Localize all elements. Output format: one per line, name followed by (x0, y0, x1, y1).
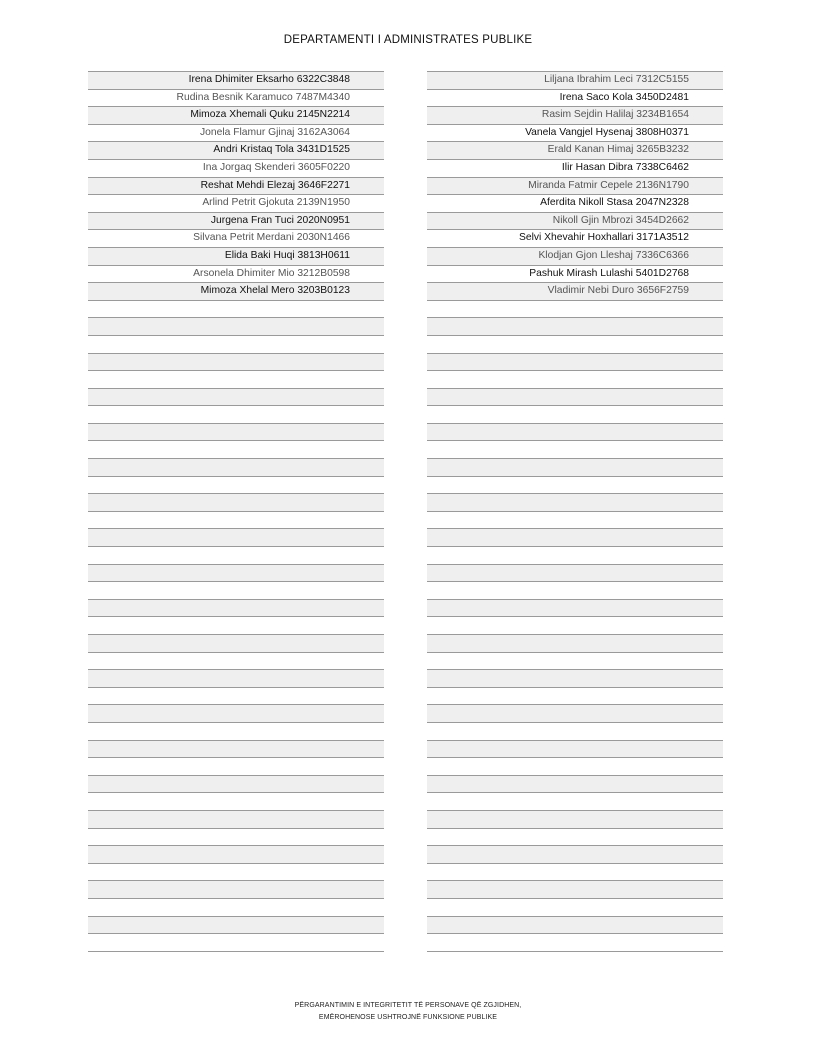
empty-row (427, 933, 723, 951)
empty-row (88, 916, 384, 934)
name-entry: Silvana Petrit Merdani 2030N1466 (88, 229, 384, 247)
empty-row (88, 493, 384, 511)
empty-row (88, 828, 384, 846)
empty-row (88, 933, 384, 951)
empty-row (88, 423, 384, 441)
empty-row (427, 476, 723, 494)
empty-row (427, 616, 723, 634)
empty-row (88, 792, 384, 810)
empty-row (88, 370, 384, 388)
name-entry: Ina Jorgaq Skenderi 3605F0220 (88, 159, 384, 177)
empty-row (88, 599, 384, 617)
empty-row (427, 511, 723, 529)
empty-row (427, 898, 723, 916)
empty-row (427, 564, 723, 582)
name-entry: Arsonela Dhimiter Mio 3212B0598 (88, 265, 384, 283)
empty-row (88, 810, 384, 828)
name-entry: Jonela Flamur Gjinaj 3162A3064 (88, 124, 384, 142)
empty-row (88, 757, 384, 775)
empty-row (88, 863, 384, 881)
empty-row (427, 828, 723, 846)
empty-row (88, 669, 384, 687)
table-bottom-rule (427, 951, 723, 952)
footer (0, 1000, 816, 1024)
empty-row (427, 916, 723, 934)
name-entry: Irena Dhimiter Eksarho 6322C3848 (88, 71, 384, 89)
empty-row (427, 757, 723, 775)
empty-row (427, 440, 723, 458)
empty-row (88, 353, 384, 371)
name-entry: Andri Kristaq Tola 3431D1525 (88, 141, 384, 159)
empty-row (427, 810, 723, 828)
name-entry: Aferdita Nikoll Stasa 2047N2328 (427, 194, 723, 212)
empty-row (427, 775, 723, 793)
empty-row (88, 652, 384, 670)
empty-row (427, 370, 723, 388)
empty-row (88, 405, 384, 423)
name-entry: Arlind Petrit Gjokuta 2139N1950 (88, 194, 384, 212)
page-title: DEPARTAMENTI I ADMINISTRATES PUBLIKE (283, 34, 533, 46)
empty-row (427, 458, 723, 476)
name-entry: Vladimir Nebi Duro 3656F2759 (427, 282, 723, 300)
name-entry: Irena Saco Kola 3450D2481 (427, 89, 723, 107)
empty-row (88, 476, 384, 494)
empty-row (427, 669, 723, 687)
empty-row (427, 423, 723, 441)
empty-row (88, 528, 384, 546)
empty-row (88, 458, 384, 476)
table-bottom-rule (88, 951, 384, 952)
empty-row (427, 687, 723, 705)
empty-row (88, 880, 384, 898)
name-entry: Liljana Ibrahim Leci 7312C5155 (427, 71, 723, 89)
footer-line-1: PËRGARANTIMIN E INTEGRITETIT TË PERSONAVE QË ZGJIDHEN, (294, 1002, 522, 1009)
name-entry: Klodjan Gjon Lleshaj 7336C6366 (427, 247, 723, 265)
empty-row (427, 353, 723, 371)
empty-row (427, 863, 723, 881)
empty-row (88, 388, 384, 406)
empty-row (88, 845, 384, 863)
empty-row (427, 317, 723, 335)
empty-row (427, 388, 723, 406)
name-entry: Miranda Fatmir Cepele 2136N1790 (427, 177, 723, 195)
left-name-column (88, 71, 384, 952)
name-entry: Pashuk Mirash Lulashi 5401D2768 (427, 265, 723, 283)
empty-row (88, 704, 384, 722)
name-entry: Elida Baki Huqi 3813H0611 (88, 247, 384, 265)
empty-row (88, 511, 384, 529)
empty-row (427, 792, 723, 810)
footer-line-2: EMËROHENOSE USHTROJNË FUNKSIONE PUBLIKE (318, 1014, 498, 1021)
empty-row (427, 722, 723, 740)
empty-row (427, 599, 723, 617)
empty-row (88, 775, 384, 793)
name-entry: Ilir Hasan Dibra 7338C6462 (427, 159, 723, 177)
empty-row (88, 898, 384, 916)
empty-row (427, 546, 723, 564)
empty-row (427, 740, 723, 758)
empty-row (427, 335, 723, 353)
right-name-column (427, 71, 723, 952)
empty-row (427, 300, 723, 318)
empty-row (427, 652, 723, 670)
empty-row (88, 634, 384, 652)
empty-row (88, 616, 384, 634)
empty-row (427, 880, 723, 898)
empty-row (427, 704, 723, 722)
name-entry: Selvi Xhevahir Hoxhallari 3171A3512 (427, 229, 723, 247)
empty-row (427, 845, 723, 863)
name-entry: Reshat Mehdi Elezaj 3646F2271 (88, 177, 384, 195)
empty-row (427, 634, 723, 652)
empty-row (88, 440, 384, 458)
empty-row (88, 546, 384, 564)
empty-row (88, 335, 384, 353)
empty-row (88, 722, 384, 740)
empty-row (88, 300, 384, 318)
name-entry: Rudina Besnik Karamuco 7487M4340 (88, 89, 384, 107)
empty-row (88, 581, 384, 599)
name-entry: Vanela Vangjel Hysenaj 3808H0371 (427, 124, 723, 142)
empty-row (88, 687, 384, 705)
name-entry: Nikoll Gjin Mbrozi 3454D2662 (427, 212, 723, 230)
name-entry: Erald Kanan Himaj 3265B3232 (427, 141, 723, 159)
empty-row (88, 740, 384, 758)
name-entry: Mimoza Xhelal Mero 3203B0123 (88, 282, 384, 300)
empty-row (88, 564, 384, 582)
name-entry: Jurgena Fran Tuci 2020N0951 (88, 212, 384, 230)
empty-row (427, 493, 723, 511)
name-entry: Mimoza Xhemali Quku 2145N2214 (88, 106, 384, 124)
empty-row (427, 528, 723, 546)
empty-row (427, 405, 723, 423)
name-entry: Rasim Sejdin Halilaj 3234B1654 (427, 106, 723, 124)
empty-row (88, 317, 384, 335)
empty-row (427, 581, 723, 599)
